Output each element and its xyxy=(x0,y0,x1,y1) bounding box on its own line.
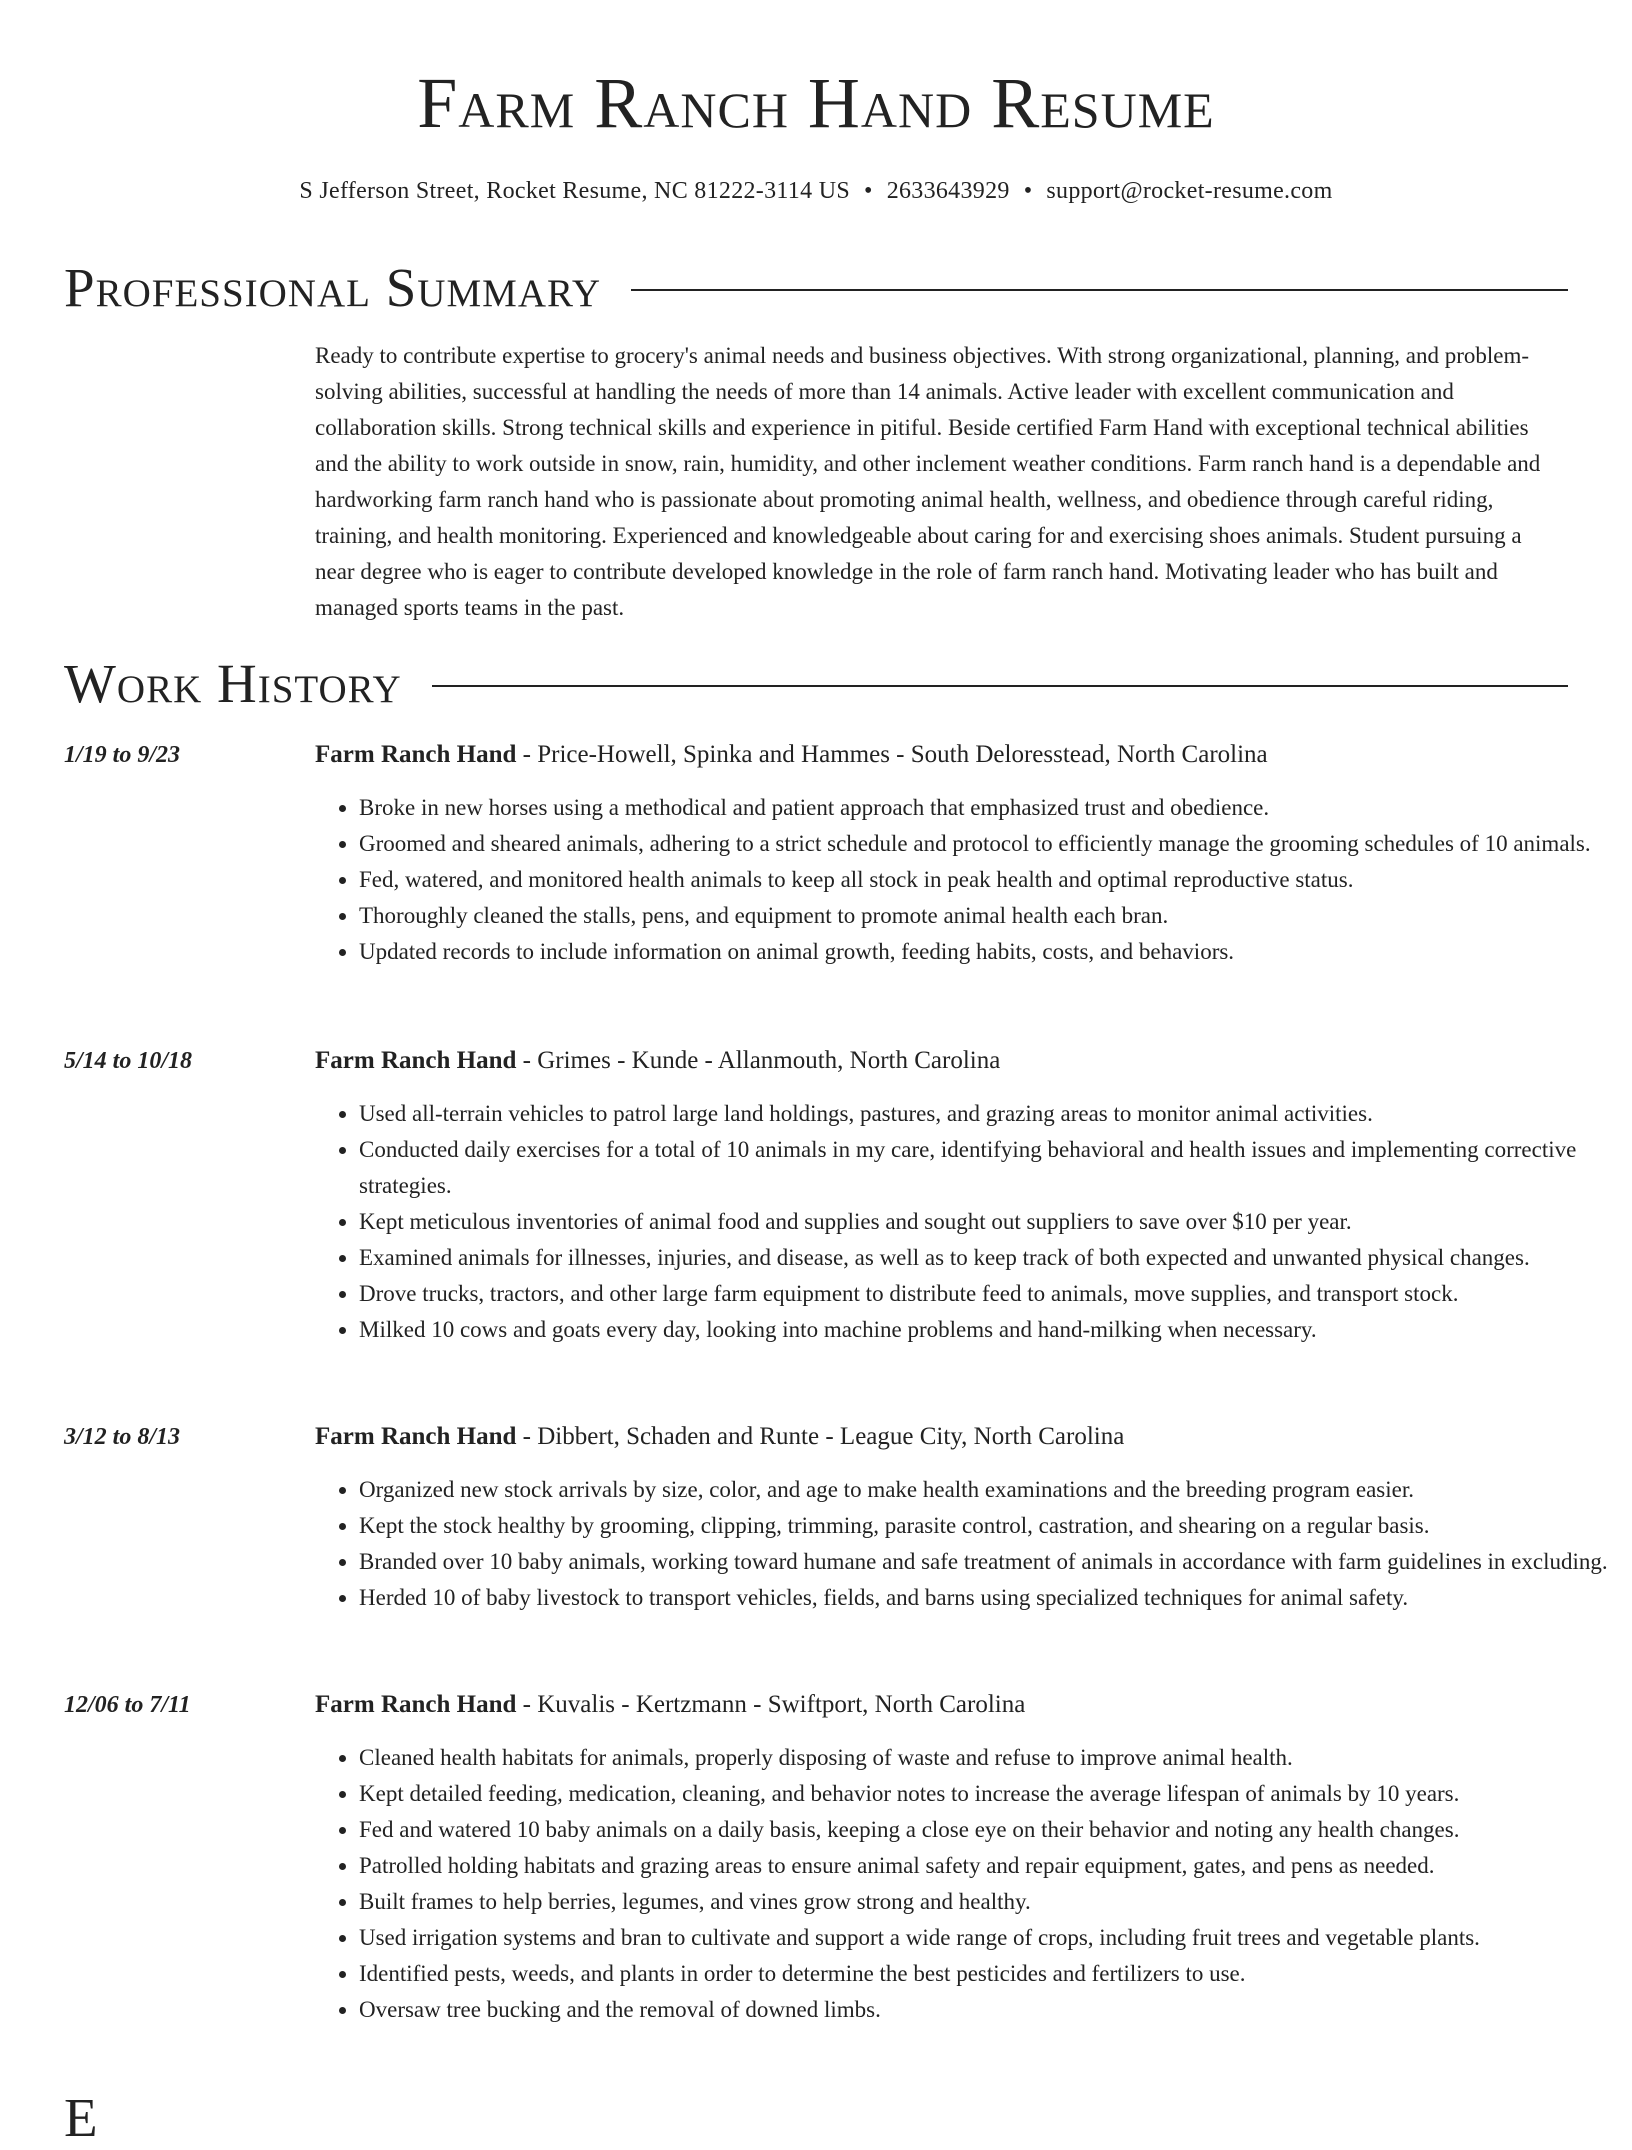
job-employer: - Kuvalis - Kertzmann - Swiftport, North Carolina xyxy=(516,1691,1026,1718)
job-duty: • Kept meticulous inventories of animal food and supplies and sought out suppliers to save over $10 per year. xyxy=(359,1204,1612,1240)
section-work-history xyxy=(64,652,1568,716)
job-employer: - Dibbert, Schaden and Runte - League City, North Carolina xyxy=(516,1423,1125,1450)
job-duties xyxy=(315,1096,1612,1348)
job-duty: • Conducted daily exercises for a total of 10 animals in my care, identifying behavioral and health issues and implementing corrective strategies. xyxy=(359,1132,1612,1204)
section-divider xyxy=(631,289,1568,291)
job-duty: • Thoroughly cleaned the stalls, pens, and equipment to promote animal health each bran. xyxy=(359,898,1612,934)
job-heading xyxy=(315,1420,1565,1454)
resume-title: Farm Ranch Hand Resume xyxy=(417,63,1215,143)
job-title: Farm Ranch Hand xyxy=(315,1047,517,1074)
job-duty: • Cleaned health habitats for animals, properly disposing of waste and refuse to improve animal health. xyxy=(359,1740,1612,1776)
section-title: Professional Summary xyxy=(64,257,602,318)
job-duty: • Updated records to include information on animal growth, feeding habits, costs, and behaviors. xyxy=(359,934,1612,970)
job-duty: • Organized new stock arrivals by size, color, and age to make health examinations and the breeding program easier. xyxy=(359,1472,1612,1508)
job-dates: 5/14 to 10/18 xyxy=(64,1048,193,1074)
job-duty: • Branded over 10 baby animals, working toward humane and safe treatment of animals in accordance with farm guidelines in excluding. xyxy=(359,1544,1612,1580)
next-section-title-partial: E xyxy=(64,2087,98,2148)
job-duty: • Kept detailed feeding, medication, cleaning, and behavior notes to increase the average lifespan of animals by 10 years. xyxy=(359,1776,1612,1812)
job-dates: 1/19 to 9/23 xyxy=(64,742,181,768)
contact-separator: • xyxy=(863,178,873,204)
job-duty: • Milked 10 cows and goats every day, looking into machine problems and hand-milking when necessary. xyxy=(359,1312,1612,1348)
job-heading xyxy=(315,1044,1565,1078)
contact-separator: • xyxy=(1023,178,1033,204)
job-employer: - Grimes - Kunde - Allanmouth, North Carolina xyxy=(516,1047,1001,1074)
job-duty: • Groomed and sheared animals, adhering to a strict schedule and protocol to efficiently manage the grooming schedules of 10 animals. xyxy=(359,826,1612,862)
job-duty: • Fed, watered, and monitored health animals to keep all stock in peak health and optimal reproductive status. xyxy=(359,862,1612,898)
job-employer: - Price-Howell, Spinka and Hammes - South Deloresstead, North Carolina xyxy=(516,741,1268,768)
job-title: Farm Ranch Hand xyxy=(315,1691,517,1718)
job-duties xyxy=(315,790,1612,970)
job-duty: • Built frames to help berries, legumes, and vines grow strong and healthy. xyxy=(359,1884,1612,1920)
job-duty: • Patrolled holding habitats and grazing areas to ensure animal safety and repair equipment, gates, and pens as needed. xyxy=(359,1848,1612,1884)
contact-address: S Jefferson Street, Rocket Resume, NC 81222-3114 US xyxy=(299,178,850,204)
section-title: Work History xyxy=(64,653,402,714)
job-duty: • Oversaw tree bucking and the removal of downed limbs. xyxy=(359,1992,1612,2028)
job-duty: • Fed and watered 10 baby animals on a daily basis, keeping a close eye on their behavior and noting any health changes. xyxy=(359,1812,1612,1848)
contact-phone: 2633643929 xyxy=(886,178,1010,204)
job-heading xyxy=(315,1688,1565,1722)
job-duty: • Broke in new horses using a methodical and patient approach that emphasized trust and obedience. xyxy=(359,790,1612,826)
job-duty: • Kept the stock healthy by grooming, clipping, trimming, parasite control, castration, and shearing on a regular basis. xyxy=(359,1508,1612,1544)
job-title: Farm Ranch Hand xyxy=(315,1423,517,1450)
job-duty: • Used all-terrain vehicles to patrol large land holdings, pastures, and grazing areas to monitor animal activities. xyxy=(359,1096,1612,1132)
section-divider xyxy=(432,685,1568,687)
contact-line xyxy=(0,174,1632,208)
job-dates: 12/06 to 7/11 xyxy=(64,1692,191,1718)
job-dates: 3/12 to 8/13 xyxy=(64,1424,181,1450)
job-duty: • Used irrigation systems and bran to cultivate and support a wide range of crops, including fruit trees and vegetable plants. xyxy=(359,1920,1612,1956)
job-title: Farm Ranch Hand xyxy=(315,741,517,768)
job-duty: • Examined animals for illnesses, injuries, and disease, as well as to keep track of both expected and unwanted physical changes. xyxy=(359,1240,1612,1276)
job-heading xyxy=(315,738,1565,772)
job-duty: • Herded 10 of baby livestock to transport vehicles, fields, and barns using specialized techniques for animal safety. xyxy=(359,1580,1612,1616)
contact-email: support@rocket-resume.com xyxy=(1046,178,1333,204)
job-duty: • Drove trucks, tractors, and other large farm equipment to distribute feed to animals, move supplies, and transport stock. xyxy=(359,1276,1612,1312)
job-duties xyxy=(315,1740,1612,2028)
summary-text: Ready to contribute expertise to grocery's animal needs and business objectives. With strong organizational, planning, and problem-solving abilities, successful at handling the needs of more than 14 animals. Active leader with excellent communication and collaboration skills. Strong technical skills and experience in pitiful. Beside certified Farm Hand with exceptional technical abilities and the ability to work outside in snow, rain, humidity, and other inclement weather conditions. Farm ranch hand is a dependable and hardworking farm ranch hand who is passionate about promoting animal health, wellness, and obedience through careful riding, training, and health monitoring. Experienced and knowledgeable about caring for and exercising shoes animals. Student pursuing a near degree who is eager to contribute developed knowledge in the role of farm ranch hand. Motivating leader who has built and managed sports teams in the past. xyxy=(315,343,1541,620)
section-professional-summary xyxy=(64,256,1568,320)
job-duty: • Identified pests, weeds, and plants in order to determine the best pesticides and fertilizers to use. xyxy=(359,1956,1612,1992)
job-duties xyxy=(315,1472,1612,1616)
